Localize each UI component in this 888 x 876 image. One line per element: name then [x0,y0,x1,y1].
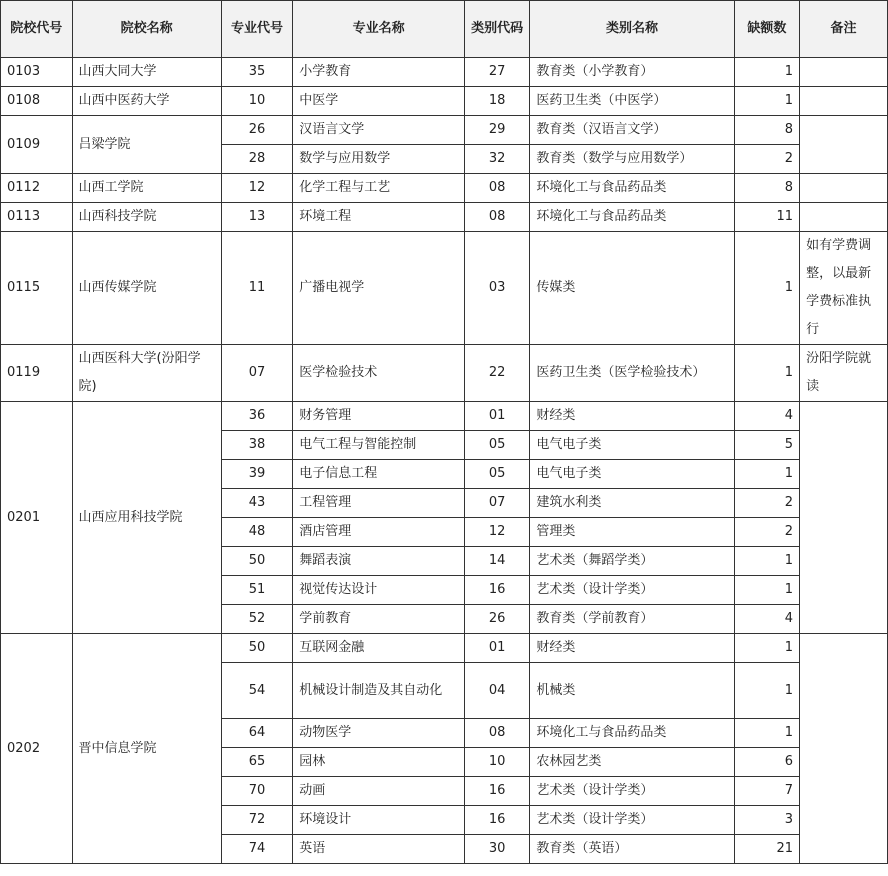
header-category-name: 类别名称 [530,1,734,58]
header-vacancy: 缺额数 [734,1,799,58]
major-name-cell: 中医学 [293,87,465,116]
vacancy-cell: 2 [734,145,799,174]
category-code-cell: 05 [464,431,529,460]
category-code-cell: 16 [464,806,529,835]
category-code-cell: 08 [464,203,529,232]
category-code-cell: 29 [464,116,529,145]
school-name-cell: 晋中信息学院 [72,634,221,864]
vacancy-cell: 7 [734,777,799,806]
category-code-cell: 27 [464,58,529,87]
school-code-cell: 0113 [1,203,73,232]
remark-cell [800,402,888,634]
school-code-cell: 0108 [1,87,73,116]
table-body [1,58,888,864]
vacancy-cell: 1 [734,634,799,663]
school-name-cell: 山西中医药大学 [72,87,221,116]
remark-cell [800,203,888,232]
category-code-cell: 14 [464,547,529,576]
major-code-cell: 50 [221,547,293,576]
major-code-cell: 36 [221,402,293,431]
category-name-cell: 机械类 [530,663,734,719]
major-name-cell: 医学检验技术 [293,345,465,402]
category-code-cell: 18 [464,87,529,116]
major-code-cell: 74 [221,835,293,864]
category-code-cell: 26 [464,605,529,634]
header-row [1,1,888,58]
school-code-cell: 0112 [1,174,73,203]
vacancy-cell: 5 [734,431,799,460]
major-name-cell: 舞蹈表演 [293,547,465,576]
vacancy-cell: 8 [734,174,799,203]
major-name-cell: 学前教育 [293,605,465,634]
category-name-cell: 农林园艺类 [530,748,734,777]
major-name-cell: 园林 [293,748,465,777]
vacancy-cell: 1 [734,547,799,576]
major-code-cell: 28 [221,145,293,174]
vacancy-cell: 1 [734,345,799,402]
vacancy-cell: 11 [734,203,799,232]
category-code-cell: 30 [464,835,529,864]
major-name-cell: 酒店管理 [293,518,465,547]
remark-cell [800,87,888,116]
category-code-cell: 05 [464,460,529,489]
major-name-cell: 环境设计 [293,806,465,835]
remark-cell [800,174,888,203]
table-row [1,58,888,87]
major-code-cell: 52 [221,605,293,634]
major-name-cell: 互联网金融 [293,634,465,663]
school-code-cell: 0201 [1,402,73,634]
category-name-cell: 环境化工与食品药品类 [530,203,734,232]
category-name-cell: 医药卫生类（中医学） [530,87,734,116]
vacancy-cell: 1 [734,576,799,605]
category-code-cell: 10 [464,748,529,777]
major-code-cell: 13 [221,203,293,232]
vacancy-cell: 4 [734,605,799,634]
category-name-cell: 环境化工与食品药品类 [530,719,734,748]
category-code-cell: 12 [464,518,529,547]
major-code-cell: 12 [221,174,293,203]
header-school-code: 院校代号 [1,1,73,58]
category-code-cell: 04 [464,663,529,719]
table-row [1,232,888,345]
table-row [1,174,888,203]
major-name-cell: 动物医学 [293,719,465,748]
major-name-cell: 环境工程 [293,203,465,232]
major-code-cell: 64 [221,719,293,748]
header-major-code: 专业代号 [221,1,293,58]
category-name-cell: 教育类（数学与应用数学） [530,145,734,174]
major-code-cell: 70 [221,777,293,806]
major-code-cell: 72 [221,806,293,835]
major-code-cell: 11 [221,232,293,345]
vacancy-cell: 1 [734,663,799,719]
category-code-cell: 03 [464,232,529,345]
remark-cell [800,116,888,174]
category-name-cell: 艺术类（舞蹈学类） [530,547,734,576]
major-name-cell: 工程管理 [293,489,465,518]
header-major-name: 专业名称 [293,1,465,58]
major-code-cell: 07 [221,345,293,402]
major-name-cell: 化学工程与工艺 [293,174,465,203]
school-code-cell: 0119 [1,345,73,402]
category-code-cell: 08 [464,174,529,203]
vacancy-cell: 1 [734,232,799,345]
vacancy-cell: 1 [734,58,799,87]
major-code-cell: 26 [221,116,293,145]
school-code-cell: 0202 [1,634,73,864]
school-code-cell: 0109 [1,116,73,174]
school-name-cell: 山西应用科技学院 [72,402,221,634]
category-name-cell: 电气电子类 [530,431,734,460]
major-code-cell: 35 [221,58,293,87]
category-name-cell: 教育类（小学教育） [530,58,734,87]
table-row [1,345,888,402]
school-name-cell: 山西传媒学院 [72,232,221,345]
school-code-cell: 0103 [1,58,73,87]
major-code-cell: 38 [221,431,293,460]
category-name-cell: 财经类 [530,634,734,663]
category-name-cell: 教育类（学前教育） [530,605,734,634]
header-remark: 备注 [800,1,888,58]
school-name-cell: 山西医科大学(汾阳学院) [72,345,221,402]
major-code-cell: 54 [221,663,293,719]
category-code-cell: 08 [464,719,529,748]
major-name-cell: 财务管理 [293,402,465,431]
vacancy-cell: 1 [734,719,799,748]
major-name-cell: 英语 [293,835,465,864]
vacancy-cell: 2 [734,489,799,518]
major-name-cell: 汉语言文学 [293,116,465,145]
school-name-cell: 山西科技学院 [72,203,221,232]
category-name-cell: 建筑水利类 [530,489,734,518]
major-code-cell: 65 [221,748,293,777]
category-name-cell: 环境化工与食品药品类 [530,174,734,203]
school-name-cell: 山西大同大学 [72,58,221,87]
category-code-cell: 22 [464,345,529,402]
remark-cell: 如有学费调整，以最新学费标准执行 [800,232,888,345]
remark-cell: 汾阳学院就读 [800,345,888,402]
school-name-cell: 山西工学院 [72,174,221,203]
vacancy-cell: 4 [734,402,799,431]
remark-cell [800,58,888,87]
vacancy-cell: 1 [734,460,799,489]
major-name-cell: 机械设计制造及其自动化 [293,663,465,719]
major-name-cell: 数学与应用数学 [293,145,465,174]
vacancy-cell: 6 [734,748,799,777]
major-name-cell: 电气工程与智能控制 [293,431,465,460]
vacancy-cell: 8 [734,116,799,145]
major-code-cell: 50 [221,634,293,663]
header-school-name: 院校名称 [72,1,221,58]
table-row [1,87,888,116]
category-name-cell: 医药卫生类（医学检验技术） [530,345,734,402]
table-row [1,634,888,663]
category-code-cell: 16 [464,777,529,806]
major-code-cell: 51 [221,576,293,605]
category-name-cell: 艺术类（设计学类） [530,777,734,806]
table-row [1,116,888,145]
major-name-cell: 小学教育 [293,58,465,87]
category-name-cell: 财经类 [530,402,734,431]
category-code-cell: 32 [464,145,529,174]
category-code-cell: 07 [464,489,529,518]
major-code-cell: 39 [221,460,293,489]
major-name-cell: 电子信息工程 [293,460,465,489]
school-name-cell: 吕梁学院 [72,116,221,174]
category-code-cell: 01 [464,402,529,431]
vacancy-cell: 3 [734,806,799,835]
major-name-cell: 动画 [293,777,465,806]
category-name-cell: 传媒类 [530,232,734,345]
school-code-cell: 0115 [1,232,73,345]
major-code-cell: 43 [221,489,293,518]
major-name-cell: 广播电视学 [293,232,465,345]
category-name-cell: 管理类 [530,518,734,547]
remark-cell [800,634,888,864]
category-name-cell: 教育类（汉语言文学） [530,116,734,145]
category-name-cell: 电气电子类 [530,460,734,489]
category-name-cell: 艺术类（设计学类） [530,576,734,605]
category-name-cell: 艺术类（设计学类） [530,806,734,835]
header-category-code: 类别代码 [464,1,529,58]
major-code-cell: 48 [221,518,293,547]
table-row [1,402,888,431]
major-name-cell: 视觉传达设计 [293,576,465,605]
category-code-cell: 01 [464,634,529,663]
category-code-cell: 16 [464,576,529,605]
vacancy-cell: 2 [734,518,799,547]
vacancy-cell: 1 [734,87,799,116]
major-code-cell: 10 [221,87,293,116]
vacancy-cell: 21 [734,835,799,864]
category-name-cell: 教育类（英语） [530,835,734,864]
table-row [1,203,888,232]
